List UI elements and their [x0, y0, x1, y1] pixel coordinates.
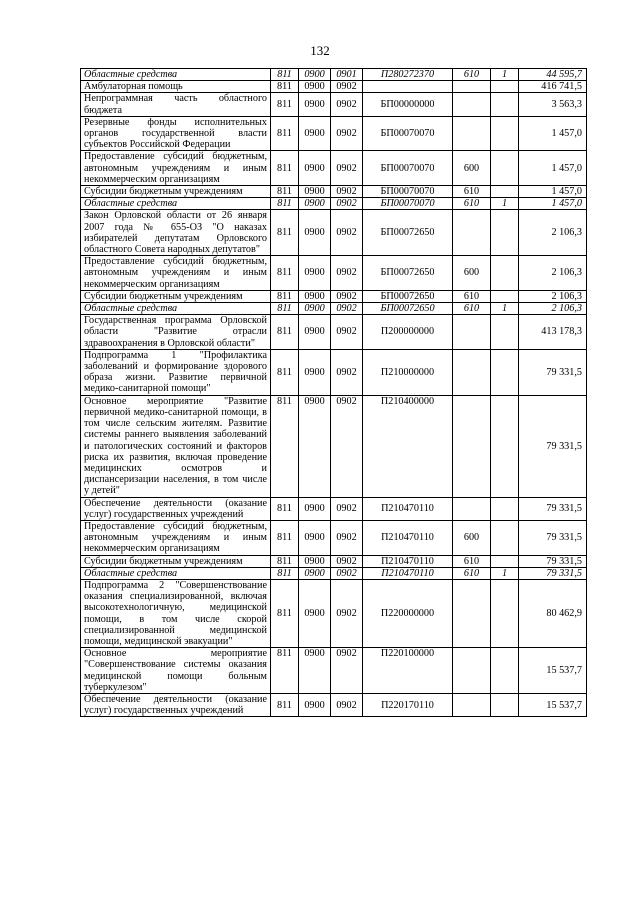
row-name-cell: Резервные фонды исполнительных органов государственной власти субъектов Российской Федерации — [81, 116, 271, 151]
table-row — [81, 315, 587, 350]
row-pr-cell: 0902 — [331, 648, 363, 694]
table-row — [81, 579, 587, 647]
row-vr-cell — [453, 648, 491, 694]
row-rz-cell: 0900 — [299, 290, 331, 302]
row-sum-cell: 416 741,5 — [519, 81, 587, 93]
row-vr-cell: 600 — [453, 520, 491, 555]
row-name-cell: Областные средства — [81, 198, 271, 210]
table-row — [81, 497, 587, 520]
row-rz-cell: 0900 — [299, 579, 331, 647]
row-rz-cell: 0900 — [299, 303, 331, 315]
row-vr-cell: 610 — [453, 186, 491, 198]
row-name-cell: Подпрограмма 1 "Профилактика заболеваний и формирование здорового образа жизни. Развитие первичной медико-санитарной помощи" — [81, 349, 271, 395]
row-name-cell: Амбулаторная помощь — [81, 81, 271, 93]
row-kv-cell — [491, 579, 519, 647]
row-kv-cell — [491, 93, 519, 116]
table-row — [81, 303, 587, 315]
row-rz-cell: 0900 — [299, 69, 331, 81]
row-csr-cell: П220000000 — [363, 579, 453, 647]
row-vr-cell: 610 — [453, 290, 491, 302]
row-sum-cell: 3 563,3 — [519, 93, 587, 116]
row-kv-cell — [491, 395, 519, 497]
row-name-cell: Предоставление субсидий бюджетным, автономным учреждениям и иным некоммерческим организациям — [81, 256, 271, 291]
row-pr-cell: 0902 — [331, 303, 363, 315]
table-row — [81, 567, 587, 579]
row-kv-cell — [491, 210, 519, 256]
row-kv-cell — [491, 349, 519, 395]
row-csr-cell: БП00072650 — [363, 290, 453, 302]
table-row — [81, 116, 587, 151]
row-rz-cell: 0900 — [299, 210, 331, 256]
row-rz-cell: 0900 — [299, 567, 331, 579]
row-name-cell: Основное мероприятие "Развитие первичной медико-санитарной помощи, в том числе сельским жителям. Развитие системы раннего выявления заболеваний и патологических состояний и факторов риска их развития, включая проведение медицинских осмотров и диспансеризации населения, в том числе у детей" — [81, 395, 271, 497]
row-sum-cell: 80 462,9 — [519, 579, 587, 647]
row-vr-cell: 600 — [453, 151, 491, 186]
row-sum-cell: 1 457,0 — [519, 186, 587, 198]
table-row — [81, 69, 587, 81]
row-kv-cell — [491, 555, 519, 567]
row-pr-cell: 0902 — [331, 395, 363, 497]
row-rz-cell: 0900 — [299, 256, 331, 291]
row-kv-cell — [491, 290, 519, 302]
row-sum-cell: 15 537,7 — [519, 693, 587, 716]
row-vr-cell: 610 — [453, 198, 491, 210]
row-sum-cell: 79 331,5 — [519, 567, 587, 579]
row-csr-cell: БП00070070 — [363, 116, 453, 151]
row-vr-cell — [453, 81, 491, 93]
row-rz-cell: 0900 — [299, 395, 331, 497]
row-pr-cell: 0902 — [331, 210, 363, 256]
row-vr-cell: 610 — [453, 69, 491, 81]
row-pr-cell: 0902 — [331, 290, 363, 302]
row-sum-cell: 2 106,3 — [519, 290, 587, 302]
row-vr-cell — [453, 210, 491, 256]
row-csr-cell: БП00070070 — [363, 186, 453, 198]
row-pr-cell: 0902 — [331, 198, 363, 210]
row-kv-cell — [491, 151, 519, 186]
row-ved-cell: 811 — [271, 290, 299, 302]
row-csr-cell: П210470110 — [363, 567, 453, 579]
row-rz-cell: 0900 — [299, 151, 331, 186]
row-csr-cell: БП00072650 — [363, 303, 453, 315]
row-pr-cell: 0902 — [331, 693, 363, 716]
row-csr-cell: БП00072650 — [363, 210, 453, 256]
row-sum-cell: 413 178,3 — [519, 315, 587, 350]
table-row — [81, 93, 587, 116]
row-ved-cell: 811 — [271, 349, 299, 395]
row-pr-cell: 0902 — [331, 151, 363, 186]
row-kv-cell — [491, 648, 519, 694]
row-kv-cell: 1 — [491, 567, 519, 579]
row-csr-cell — [363, 81, 453, 93]
table-row — [81, 186, 587, 198]
row-kv-cell — [491, 256, 519, 291]
row-sum-cell: 44 595,7 — [519, 69, 587, 81]
budget-table-body — [81, 69, 587, 717]
row-ved-cell: 811 — [271, 69, 299, 81]
row-name-cell: Государственная программа Орловской области "Развитие отрасли здравоохранения в Орловской области" — [81, 315, 271, 350]
row-csr-cell: П210400000 — [363, 395, 453, 497]
row-rz-cell: 0900 — [299, 693, 331, 716]
row-kv-cell — [491, 520, 519, 555]
row-kv-cell: 1 — [491, 69, 519, 81]
row-rz-cell: 0900 — [299, 116, 331, 151]
row-ved-cell: 811 — [271, 116, 299, 151]
row-rz-cell: 0900 — [299, 555, 331, 567]
table-row — [81, 520, 587, 555]
row-name-cell: Закон Орловской области от 26 января 2007 года № 655-ОЗ "О наказах избирателей депутатам Орловского областного Совета народных депутатов" — [81, 210, 271, 256]
row-pr-cell: 0902 — [331, 520, 363, 555]
row-name-cell: Областные средства — [81, 567, 271, 579]
row-pr-cell: 0902 — [331, 497, 363, 520]
row-name-cell: Основное мероприятие "Совершенствование системы оказания медицинской помощи больным туберкулезом" — [81, 648, 271, 694]
page-number: 132 — [310, 43, 330, 58]
table-row — [81, 256, 587, 291]
row-vr-cell: 600 — [453, 256, 491, 291]
row-sum-cell: 79 331,5 — [519, 555, 587, 567]
row-kv-cell — [491, 81, 519, 93]
row-rz-cell: 0900 — [299, 497, 331, 520]
row-sum-cell: 79 331,5 — [519, 395, 587, 497]
row-sum-cell: 1 457,0 — [519, 198, 587, 210]
row-ved-cell: 811 — [271, 303, 299, 315]
row-ved-cell: 811 — [271, 210, 299, 256]
row-pr-cell: 0902 — [331, 93, 363, 116]
row-csr-cell: БП00000000 — [363, 93, 453, 116]
row-csr-cell: П220170110 — [363, 693, 453, 716]
table-row — [81, 648, 587, 694]
row-csr-cell: П280272370 — [363, 69, 453, 81]
row-kv-cell: 1 — [491, 303, 519, 315]
row-name-cell: Непрограммная часть областного бюджета — [81, 93, 271, 116]
row-pr-cell: 0902 — [331, 349, 363, 395]
row-vr-cell — [453, 116, 491, 151]
row-sum-cell: 79 331,5 — [519, 520, 587, 555]
row-pr-cell: 0901 — [331, 69, 363, 81]
table-row — [81, 151, 587, 186]
row-sum-cell: 79 331,5 — [519, 349, 587, 395]
row-ved-cell: 811 — [271, 81, 299, 93]
row-ved-cell: 811 — [271, 395, 299, 497]
row-sum-cell: 2 106,3 — [519, 303, 587, 315]
row-rz-cell: 0900 — [299, 198, 331, 210]
row-name-cell: Обеспечение деятельности (оказание услуг) государственных учреждений — [81, 497, 271, 520]
row-vr-cell — [453, 693, 491, 716]
row-name-cell: Предоставление субсидий бюджетным, автономным учреждениям и иным некоммерческим организациям — [81, 151, 271, 186]
row-vr-cell — [453, 395, 491, 497]
row-name-cell: Обеспечение деятельности (оказание услуг) государственных учреждений — [81, 693, 271, 716]
row-csr-cell: БП00072650 — [363, 256, 453, 291]
table-row — [81, 198, 587, 210]
row-name-cell: Областные средства — [81, 303, 271, 315]
row-vr-cell — [453, 349, 491, 395]
row-vr-cell: 610 — [453, 303, 491, 315]
row-name-cell: Субсидии бюджетным учреждениям — [81, 555, 271, 567]
row-csr-cell: П200000000 — [363, 315, 453, 350]
row-pr-cell: 0902 — [331, 579, 363, 647]
row-pr-cell: 0902 — [331, 116, 363, 151]
row-csr-cell: П210470110 — [363, 520, 453, 555]
row-ved-cell: 811 — [271, 693, 299, 716]
table-row — [81, 555, 587, 567]
row-ved-cell: 811 — [271, 497, 299, 520]
row-pr-cell: 0902 — [331, 567, 363, 579]
row-ved-cell: 811 — [271, 579, 299, 647]
row-sum-cell: 1 457,0 — [519, 116, 587, 151]
row-ved-cell: 811 — [271, 648, 299, 694]
row-name-cell: Субсидии бюджетным учреждениям — [81, 290, 271, 302]
row-sum-cell: 79 331,5 — [519, 497, 587, 520]
table-row — [81, 349, 587, 395]
row-csr-cell: БП00070070 — [363, 151, 453, 186]
table-row — [81, 693, 587, 716]
row-kv-cell — [491, 186, 519, 198]
row-rz-cell: 0900 — [299, 349, 331, 395]
row-pr-cell: 0902 — [331, 555, 363, 567]
row-ved-cell: 811 — [271, 555, 299, 567]
table-row — [81, 81, 587, 93]
row-ved-cell: 811 — [271, 151, 299, 186]
row-ved-cell: 811 — [271, 198, 299, 210]
row-kv-cell — [491, 315, 519, 350]
row-ved-cell: 811 — [271, 567, 299, 579]
row-rz-cell: 0900 — [299, 520, 331, 555]
row-kv-cell: 1 — [491, 198, 519, 210]
row-rz-cell: 0900 — [299, 648, 331, 694]
row-vr-cell: 610 — [453, 567, 491, 579]
row-name-cell: Подпрограмма 2 "Совершенствование оказания специализированной, включая высокотехнологичную, медицинской помощи, в том числе скорой специализированной медицинской помощи, медицинской эвакуации" — [81, 579, 271, 647]
row-rz-cell: 0900 — [299, 81, 331, 93]
row-sum-cell: 1 457,0 — [519, 151, 587, 186]
row-csr-cell: БП00070070 — [363, 198, 453, 210]
row-csr-cell: П210470110 — [363, 555, 453, 567]
row-name-cell: Субсидии бюджетным учреждениям — [81, 186, 271, 198]
row-rz-cell: 0900 — [299, 93, 331, 116]
row-vr-cell — [453, 93, 491, 116]
row-ved-cell: 811 — [271, 256, 299, 291]
row-kv-cell — [491, 116, 519, 151]
row-rz-cell: 0900 — [299, 186, 331, 198]
row-ved-cell: 811 — [271, 315, 299, 350]
row-sum-cell: 2 106,3 — [519, 256, 587, 291]
row-vr-cell — [453, 315, 491, 350]
row-sum-cell: 2 106,3 — [519, 210, 587, 256]
row-csr-cell: П210000000 — [363, 349, 453, 395]
row-ved-cell: 811 — [271, 186, 299, 198]
table-row — [81, 395, 587, 497]
row-sum-cell: 15 537,7 — [519, 648, 587, 694]
row-pr-cell: 0902 — [331, 81, 363, 93]
row-ved-cell: 811 — [271, 520, 299, 555]
row-name-cell: Областные средства — [81, 69, 271, 81]
row-pr-cell: 0902 — [331, 186, 363, 198]
row-kv-cell — [491, 497, 519, 520]
row-pr-cell: 0902 — [331, 256, 363, 291]
row-kv-cell — [491, 693, 519, 716]
budget-table — [80, 68, 587, 717]
row-pr-cell: 0902 — [331, 315, 363, 350]
row-csr-cell: П210470110 — [363, 497, 453, 520]
row-rz-cell: 0900 — [299, 315, 331, 350]
row-vr-cell — [453, 579, 491, 647]
row-csr-cell: П220100000 — [363, 648, 453, 694]
row-vr-cell: 610 — [453, 555, 491, 567]
row-vr-cell — [453, 497, 491, 520]
row-name-cell: Предоставление субсидий бюджетным, автономным учреждениям и иным некоммерческим организациям — [81, 520, 271, 555]
table-row — [81, 290, 587, 302]
row-ved-cell: 811 — [271, 93, 299, 116]
table-row — [81, 210, 587, 256]
